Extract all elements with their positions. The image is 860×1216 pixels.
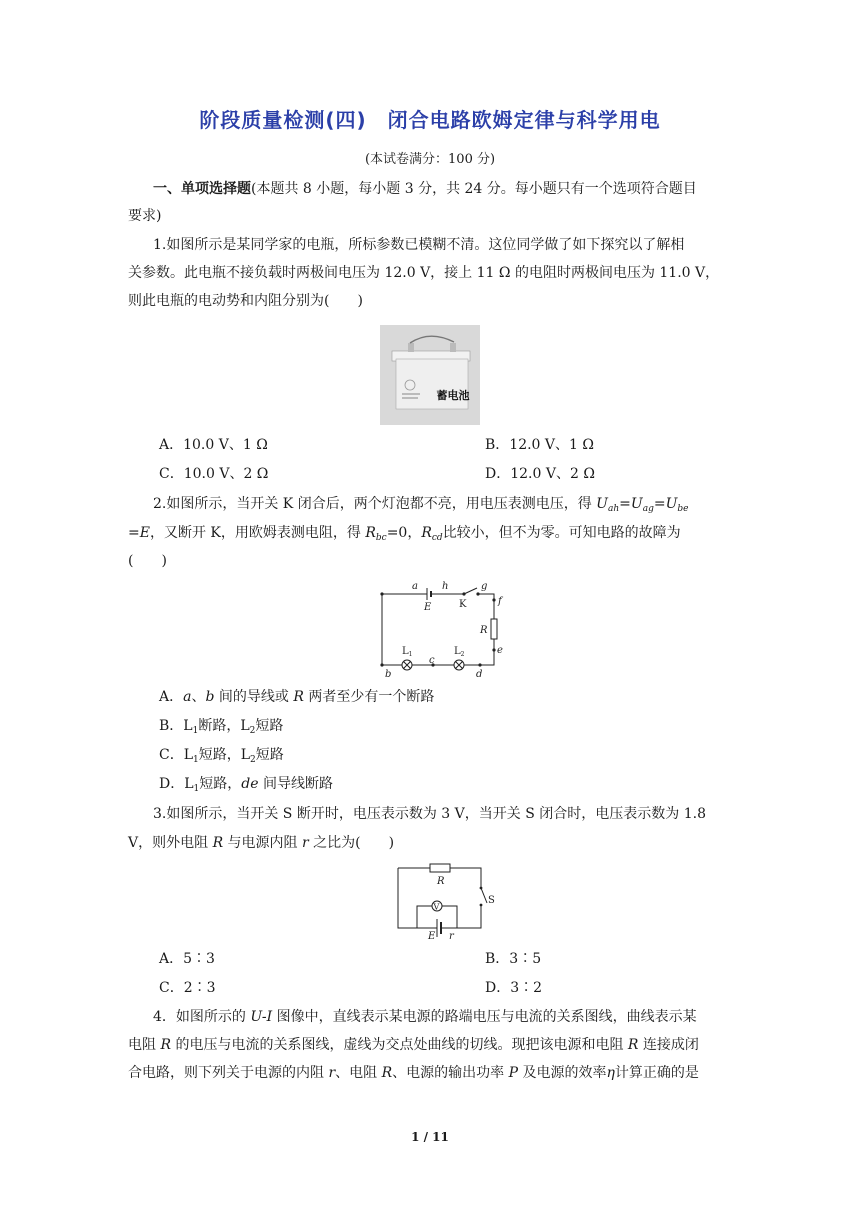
q1-line-3: 则此电瓶的电动势和内阻分别为( ) — [128, 293, 363, 309]
q3-circuit-diagram — [393, 858, 503, 940]
q1-option-a: A．10.0 V、1 Ω — [159, 437, 268, 453]
q4-text: 连接成闭 — [638, 1037, 699, 1053]
q2-text: ，又断开 K，用欧姆表测电阻，得 — [149, 525, 366, 541]
q4-line-3 — [128, 1064, 699, 1082]
opt-text: 短路， — [199, 776, 242, 792]
label-l2: $L_2$ — [454, 646, 465, 658]
q4-text: 的电压与电流的关系图线，虚线为交点处曲线的切线。现把该电源和电阻 — [171, 1037, 628, 1053]
q4-sym: R — [160, 1037, 171, 1053]
opt-sub: 2 — [250, 755, 256, 765]
q1-line-1: 1.如图所示是某同学家的电瓶，所标参数已模糊不清。这位同学做了如下探究以了解相 — [153, 237, 685, 253]
symbol-e: E — [139, 525, 150, 541]
opt-sub: 1 — [192, 726, 199, 736]
q4-line-1 — [153, 1008, 697, 1026]
q4-text: 、电源的输出功率 — [392, 1065, 509, 1081]
q2-option-c — [159, 746, 284, 769]
label-l1: $L_1$ — [402, 646, 413, 658]
opt-sym: b — [205, 689, 215, 705]
q1-option-d: D．12.0 V、2 Ω — [485, 466, 595, 482]
q3-line-2 — [128, 834, 394, 852]
equals: = — [653, 496, 666, 512]
label-r-internal: r — [449, 931, 454, 940]
sub-be: be — [677, 504, 689, 514]
q3-option-a: A．5∶3 — [159, 951, 215, 967]
label-s: S — [488, 895, 495, 906]
opt-text: 短路 — [255, 718, 284, 734]
section-intro-cont: 要求) — [128, 208, 162, 224]
battery-photo — [380, 325, 480, 425]
q4-sym: R — [627, 1037, 639, 1053]
sub-ah: ah — [607, 504, 620, 514]
label-r: R — [480, 625, 488, 636]
q3-text: 之比为( ) — [308, 835, 395, 851]
opt-sym: R — [293, 689, 304, 705]
q2-line-3: ( ) — [128, 553, 167, 569]
sub-cd: cd — [431, 533, 443, 543]
opt-text: 两者至少有一个断路 — [303, 689, 435, 705]
q2-circuit-diagram — [372, 574, 512, 680]
opt-text: 断路，L — [198, 718, 250, 734]
q4-text: 电阻 — [128, 1037, 161, 1053]
section-heading: 一、单项选择题 — [153, 181, 251, 197]
symbol-u: U — [630, 496, 643, 512]
sub-bc: bc — [375, 533, 387, 543]
battery-label: 蓄电池 — [436, 389, 470, 402]
symbol-r: R — [365, 525, 376, 541]
q3-text: 与电源内阻 — [223, 835, 303, 851]
q3-sym: R — [212, 835, 224, 851]
page-title: 阶段质量检测(四) 闭合电路欧姆定律与科学用电 — [199, 108, 661, 132]
symbol-r: R — [421, 525, 432, 541]
q3-option-c: C．2∶3 — [159, 980, 216, 996]
equals: = — [619, 496, 631, 512]
label-r: R — [437, 876, 445, 887]
opt-sub: 1 — [193, 755, 199, 765]
label-k: K — [459, 599, 467, 610]
q3-option-d: D．3∶2 — [485, 980, 543, 996]
q2-option-a — [159, 688, 434, 706]
q4-text: 合电路，则下列关于电源的内阻 — [128, 1065, 329, 1081]
q3-text: V，则外电阻 — [128, 835, 213, 851]
q2-text: 2.如图所示，当开关 K 闭合后，两个灯泡都不亮，用电压表测电压，得 — [153, 496, 597, 512]
label-a: a — [412, 581, 418, 592]
q2-option-b — [159, 717, 283, 740]
sub-ag: ag — [642, 504, 654, 514]
q4-sym: r — [328, 1065, 336, 1081]
q2-line-1 — [153, 495, 688, 518]
label-g: g — [481, 581, 488, 592]
opt-text: 、 — [191, 689, 206, 705]
opt-text: D．L — [159, 776, 194, 792]
q4-sym: U-I — [250, 1009, 273, 1025]
opt-text: C．L — [159, 747, 194, 763]
q4-sym: R — [381, 1065, 393, 1081]
symbol-u: U — [596, 496, 608, 512]
q2-option-d — [159, 775, 333, 798]
q3-option-b: B．3∶5 — [485, 951, 542, 967]
opt-sub: 1 — [193, 784, 200, 794]
page-subtitle: (本试卷满分：100 分) — [364, 152, 496, 167]
symbol-u: U — [665, 496, 678, 512]
opt-text: 间导线断路 — [258, 776, 333, 792]
opt-text: B．L — [159, 718, 193, 734]
opt-text: 短路 — [255, 747, 284, 763]
equals: = — [128, 525, 140, 541]
label-b: b — [385, 669, 392, 680]
q4-text: 4．如图所示的 — [153, 1009, 251, 1025]
q4-line-2 — [128, 1036, 699, 1054]
q4-text: 图像中，直线表示某电源的路端电压与电流的关系图线，曲线表示某 — [272, 1009, 697, 1025]
section-heading-line — [153, 180, 697, 198]
q4-text: 及电源的效率 — [518, 1065, 607, 1081]
opt-text: 间的导线或 — [214, 689, 294, 705]
q1-line-2: 关参数。此电瓶不接负载时两极间电压为 12.0 V，接上 11 Ω 的电阻时两极间电压为 11.0 V， — [128, 265, 720, 281]
opt-text: 短路，L — [198, 747, 251, 763]
label-d: d — [476, 669, 483, 680]
q1-option-b: B．12.0 V、1 Ω — [485, 437, 594, 453]
label-f: f — [498, 596, 502, 607]
opt-sym: de — [241, 776, 259, 792]
label-e: e — [497, 645, 503, 656]
label-e: E — [428, 931, 436, 940]
q2-text: 比较小，但不为零。可知电路的故障为 — [442, 525, 681, 541]
q3-line-1: 3.如图所示，当开关 S 断开时，电压表示数为 3 V，当开关 S 闭合时，电压表示数为 1.8 — [153, 806, 706, 822]
q3-sym: r — [302, 835, 309, 851]
label-e-source: E — [424, 602, 432, 613]
q4-text: 计算正确的是 — [614, 1065, 699, 1081]
section-intro: (本题共 8 小题，每小题 3 分，共 24 分。每小题只有一个选项符合题目 — [251, 181, 697, 197]
label-c: c — [429, 655, 435, 666]
label-h: h — [442, 581, 449, 592]
q4-sym: η — [606, 1065, 615, 1081]
voltmeter-label: V — [433, 902, 440, 912]
q4-text: 、电阻 — [335, 1065, 382, 1081]
page-number: 1 / 11 — [411, 1130, 449, 1144]
q2-line-2 — [128, 524, 681, 547]
q4-sym: P — [508, 1065, 519, 1081]
opt-text: A． — [159, 689, 184, 705]
q1-option-c: C．10.0 V、2 Ω — [159, 466, 269, 482]
opt-sub: 2 — [249, 726, 256, 736]
opt-sym: a — [183, 689, 192, 705]
q2-text: =0， — [386, 525, 422, 541]
